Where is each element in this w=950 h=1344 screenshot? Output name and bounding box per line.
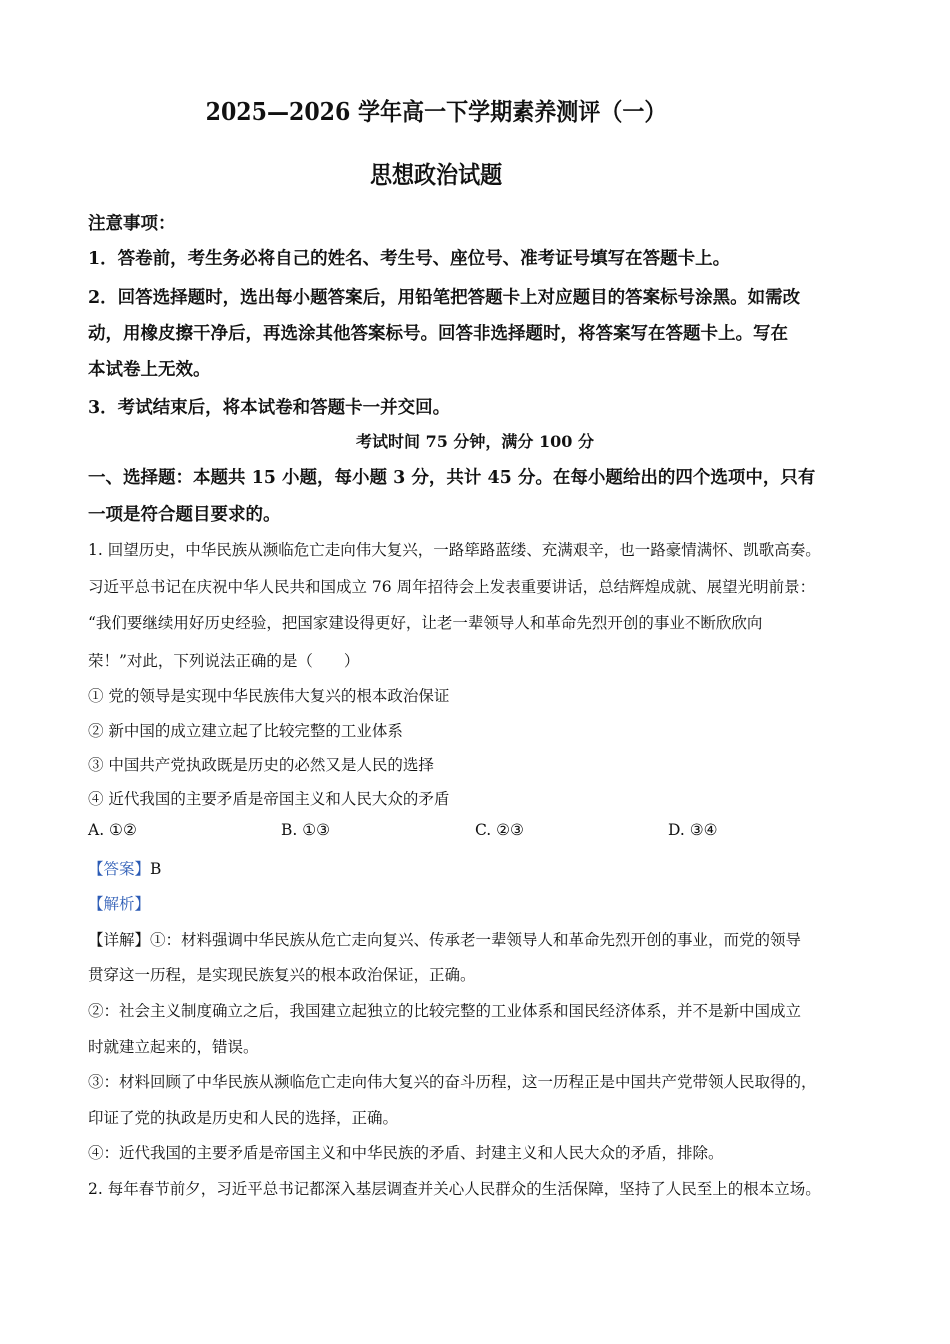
- exam-subtitle: 思想政治试题: [369, 160, 503, 189]
- notice-item-2-line-3: 本试卷上无效。: [88, 360, 211, 380]
- exam-info: 考试时间 75 分钟，满分 100 分: [356, 432, 594, 451]
- question-1-option-d: D. ③④: [668, 821, 718, 839]
- question-1-option-b: B. ①③: [281, 821, 331, 839]
- question-2-stem-line-1: 2. 每年春节前夕，习近平总书记都深入基层调查并关心人民群众的生活保障，坚持了人民至上的根本立场。: [88, 1180, 821, 1198]
- answer-value: B: [150, 860, 162, 878]
- question-1-detail-line-4: 时就建立起来的，错误。: [88, 1038, 259, 1056]
- question-1-detail-line-1: 【详解】①：材料强调中华民族从危亡走向复兴、传承老一辈领导人和革命先烈开创的事业，而党的领导: [88, 931, 802, 949]
- notice-item-1: 1．答卷前，考生务必将自己的姓名、考生号、座位号、准考证号填写在答题卡上。: [88, 249, 731, 269]
- question-1-stem-line-4: 荣！”对此，下列说法正确的是（ ）: [88, 652, 360, 670]
- question-1-statement-4: ④ 近代我国的主要矛盾是帝国主义和人民大众的矛盾: [88, 790, 450, 808]
- exam-title: 2025—2026 学年高一下学期素养测评（一）: [205, 97, 667, 126]
- question-1-stem-line-3: “我们要继续用好历史经验，把国家建设得更好，让老一辈领导人和革命先烈开创的事业不断欣欣向: [88, 614, 763, 632]
- question-1-detail-line-3: ②：社会主义制度确立之后，我国建立起独立的比较完整的工业体系和国民经济体系，并不是新中国成立: [88, 1002, 802, 1020]
- notice-heading: 注意事项：: [88, 214, 176, 234]
- notice-item-3: 3．考试结束后，将本试卷和答题卡一并交回。: [88, 398, 451, 418]
- question-1-option-a: A. ①②: [88, 821, 137, 839]
- notice-item-2-line-2: 动，用橡皮擦干净后，再选涂其他答案标号。回答非选择题时，将答案写在答题卡上。写在: [88, 324, 788, 344]
- question-1-detail-line-2: 贯穿这一历程，是实现民族复兴的根本政治保证，正确。: [88, 966, 476, 984]
- question-1-statement-2: ② 新中国的成立建立起了比较完整的工业体系: [88, 722, 403, 740]
- question-1-option-c: C. ②③: [475, 821, 524, 839]
- question-1-answer: [88, 857, 161, 879]
- notice-item-2-line-1: 2．回答选择题时，选出每小题答案后，用铅笔把答题卡上对应题目的答案标号涂黑。如需改: [88, 288, 801, 308]
- question-1-statement-3: ③ 中国共产党执政既是历史的必然又是人民的选择: [88, 756, 434, 774]
- question-1-detail-line-5: ③：材料回顾了中华民族从濒临危亡走向伟大复兴的奋斗历程，这一历程正是中国共产党带领人民取得的，: [88, 1073, 817, 1091]
- question-1-statement-1: ① 党的领导是实现中华民族伟大复兴的根本政治保证: [88, 687, 450, 705]
- section-1-heading-line-2: 一项是符合题目要求的。: [88, 505, 281, 525]
- analysis-tag: 【解析】: [88, 895, 151, 913]
- question-1-detail-line-7: ④：近代我国的主要矛盾是帝国主义和中华民族的矛盾、封建主义和人民大众的矛盾，排除。: [88, 1144, 724, 1162]
- section-1-heading-line-1: 一、选择题：本题共 15 小题，每小题 3 分，共计 45 分。在每小题给出的四个选项中，只有: [88, 468, 816, 488]
- question-1-stem-line-1: 1. 回望历史，中华民族从濒临危亡走向伟大复兴，一路筚路蓝缕、充满艰辛，也一路豪情满怀、凯歌高奏。: [88, 541, 821, 559]
- question-1-stem-line-2: 习近平总书记在庆祝中华人民共和国成立 76 周年招待会上发表重要讲话，总结辉煌成就、展望光明前景：: [88, 578, 816, 596]
- question-1-detail-line-6: 印证了党的执政是历史和人民的选择，正确。: [88, 1109, 399, 1127]
- answer-tag: 【答案】: [88, 860, 151, 878]
